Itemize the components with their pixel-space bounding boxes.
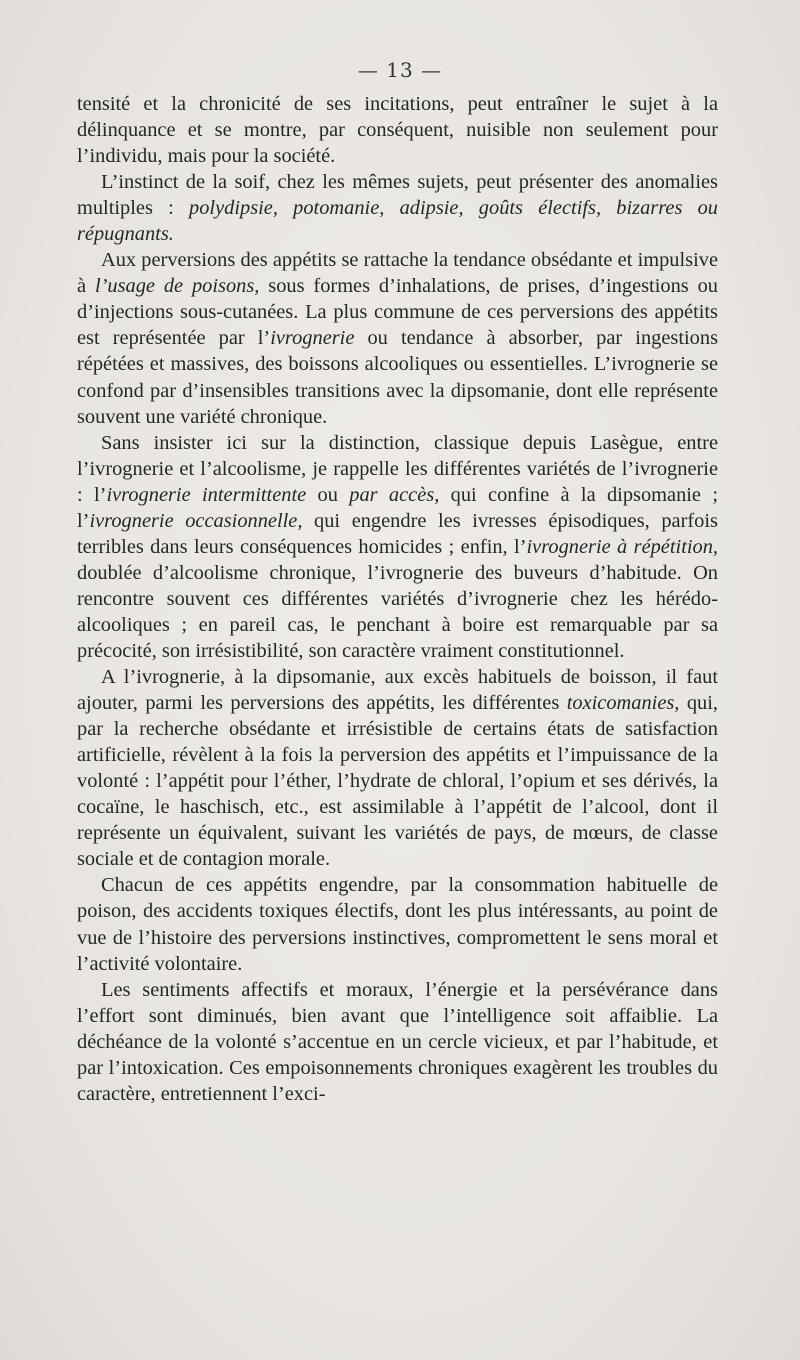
text-run: qui engendre les ivresses épisodiques, parfois terribles dans leurs conséquences homicides ; enfin, l’ <box>77 509 718 558</box>
paragraph <box>77 91 718 169</box>
italic-text-run: ivrognerie <box>270 327 355 350</box>
text-run: tensité et la chronicité de ses incitations, peut entraîner le sujet à la délinquance et se montre, par conséquent, nuisible non seulement pour l’individu, mais pour la société. <box>77 93 718 168</box>
italic-text-run: par accès, <box>349 483 440 506</box>
paragraph <box>77 430 718 664</box>
italic-text-run: ivrognerie à répétition, <box>526 535 719 558</box>
italic-text-run: ivrognerie occasionnelle, <box>89 509 303 532</box>
paragraph <box>77 247 718 429</box>
page-number: — 13 — <box>357 58 443 82</box>
paragraph <box>77 664 718 872</box>
text-run: qui confine à la dipsomanie ; l’ <box>77 483 718 532</box>
text-run: ou <box>306 483 350 506</box>
body-text <box>77 91 718 1107</box>
italic-text-run: toxicomanies, <box>566 692 680 715</box>
text-run: A l’ivrognerie, à la dipsomanie, aux excès habituels de boisson, il faut ajouter, parmi les perversions des appétits, les différentes <box>77 666 718 715</box>
paragraph <box>77 872 718 976</box>
italic-text-run: ivrognerie intermittente <box>106 483 307 506</box>
text-run: sous formes d’inhalations, de prises, d’ingestions ou d’injections sous-cutanées. La plus commune de ces perversions des appétits est représentée par l’ <box>77 275 718 350</box>
italic-text-run: l’usage de poisons, <box>94 275 260 298</box>
text-run: Les sentiments affectifs et moraux, l’énergie et la persévérance dans l’effort sont diminués, bien avant que l’intelligence soit affaiblie. La déchéance de la volonté s’accentue en un cercle vicieux, et par l’habitude, et par l’intoxication. Ces empoisonnements chroniques exagèrent les troubles du caractère, entretiennent l’exci- <box>77 978 718 1105</box>
text-run: ou tendance à absorber, par ingestions répétées et massives, des boissons alcooliques ou essentielles. L’ivrognerie se confond par d’insensibles transitions avec la dipsomanie, dont elle représente souvent une variété chronique. <box>77 327 718 428</box>
text-run: doublée d’alcoolisme chronique, l’ivrognerie des buveurs d’habitude. On rencontre souvent ces différentes variétés d’ivrognerie chez les hérédo-alcooliques ; en pareil cas, le penchant à boire est remarquable par sa précocité, son irrésistibilité, son caractère vraiment constitutionnel. <box>77 561 718 662</box>
paragraph <box>77 977 718 1107</box>
text-run: Aux perversions des appétits se rattache la tendance obsédante et impulsive à <box>77 249 718 298</box>
text-run: Chacun de ces appétits engendre, par la consommation habituelle de poison, des accidents toxiques électifs, dont les plus intéressants, au point de vue de l’histoire des perversions instinctives, compromettent le sens moral et l’activité volontaire. <box>77 874 718 975</box>
text-run: L’instinct de la soif, chez les mêmes sujets, peut présenter des anomalies multiples : <box>77 171 718 220</box>
text-run: Sans insister ici sur la distinction, classique depuis Lasègue, entre l’ivrognerie et l’alcoolisme, je rappelle les différentes variétés de l’ivrognerie : l’ <box>77 431 718 506</box>
paragraph <box>77 169 718 247</box>
italic-text-run: polydipsie, potomanie, adipsie, goûts électifs, bizarres ou répugnants. <box>77 197 718 246</box>
text-run: qui, par la recherche obsédante et irrésistible de certains états de satisfaction artificielle, révèlent à la fois la perversion des appétits et l’impuissance de la volonté : l’appétit pour l’éther, l’hydrate de chloral, l’opium et ses dérivés, la cocaïne, le haschisch, etc., est assimilable à l’appétit de l’alcool, dont il représente un équivalent, suivant les variétés de pays, de mœurs, de classe sociale et de contagion morale. <box>77 692 718 871</box>
